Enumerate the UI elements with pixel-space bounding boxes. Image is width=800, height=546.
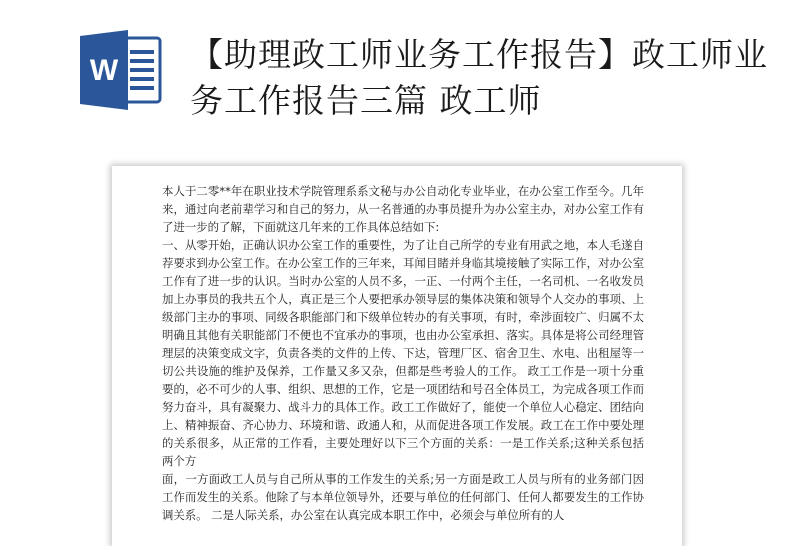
word-icon-letter: W xyxy=(89,54,119,87)
word-document-icon xyxy=(78,30,164,110)
paragraph: 一、从零开始，正确认识办公室工作的重要性，为了让自己所学的专业有用武之地，本人毛遂自荐要求到办公室工作。在办公室工作的三年来，耳闻目睹并身临其境接触了实际工作，对办公室工作有了进一步的认识。当时办公室的人员不多，一正、一付两个主任，一名司机、一名收发员加上办事员的我共五个人，真正是三个人要把承办领导层的集体决策和领导个人交办的事项、上级部门主办的事项、同级各职能部门和下级单位转办的有关事项，有时，牵涉面较广、归属不太明确且其他有关职能部门不便也不宜承办的事项，也由办公室承担、落实。具体是将公司经理管理层的决策变成文字，负责各类的文件的上传、下达，管理厂区、宿舍卫生、水电、出租屋等一切公共设施的维护及保养，工作量又多又杂，但都是些考验人的工作。 政工工作是一项十分重要的，必不可少的人事、组织、思想的工作，它是一项团结和号召全体员工，为完成各项工作而努力奋斗，具有凝聚力、战斗力的具体工作。政工工作做好了，能使一个单位人心稳定、团结向上、精神振奋、齐心协力、环境和谐、政通人和，从而促进各项工作发展。政工在工作中要处理的关系很多，从正常的工作看，主要处理好以下三个方面的关系：一是工作关系;这种关系包括两个方 xyxy=(162,238,644,468)
page-title: 【助理政工师业务工作报告】政工师业务工作报告三篇 政工师 xyxy=(190,35,768,120)
paragraph: 面，一方面政工人员与自己所从事的工作发生的关系;另一方面是政工人员与所有的业务部门因工作而发生的关系。他除了与本单位领导外，还要与单位的任何部门、任何人都要发生的工作协调关系。 二是人际关系，办公室在认真完成本职工作中，必须会与单位所有的人 xyxy=(162,472,644,522)
document-header xyxy=(0,0,800,160)
paragraph: 本人于二零**年在职业技术学院管理系系文秘与办公自动化专业毕业，在办公室工作至今。几年来，通过向老前辈学习和自己的努力，从一名普通的办事员提升为办公室主办，对办公室工作有了进一步的了解，下面就这几年来的工作具体总结如下: xyxy=(162,184,644,234)
document-body xyxy=(162,182,644,524)
